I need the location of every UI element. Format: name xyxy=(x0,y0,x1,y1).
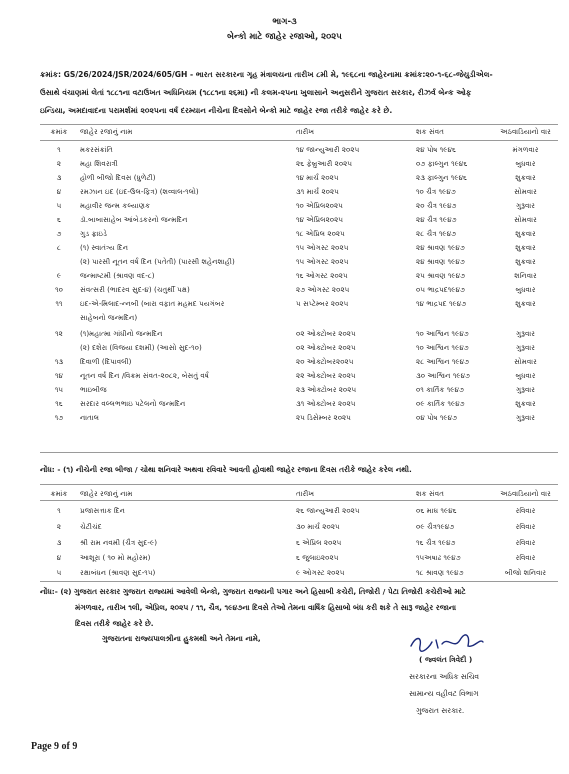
table-row xyxy=(0,369,569,383)
cell-weekday: મંગળવાર xyxy=(512,145,539,154)
cell-serial: ૧૨ xyxy=(55,329,63,338)
note-1: નોંધ: - (૧) નીચેની રજા બીજા / ચોથા શનિવારે અથવા રવિવારે આવતી હોવાથી જાહેર રજાના દિવસ તરીકે જાહેર કરેલ નથી. xyxy=(40,465,412,474)
table-row xyxy=(0,397,569,411)
cell-weekday: શુક્રવાર xyxy=(515,243,536,252)
column-header-weekday: અઠવાડિયાનો વાર xyxy=(500,489,551,498)
cell-shaka-samvat: ૨૮ ચૈત્ર ૧૯૪૭ xyxy=(416,229,457,238)
cell-holiday-name: નાતાલ xyxy=(80,413,100,422)
table-rule xyxy=(40,484,558,485)
cell-date: ૨૫ ડિસેમ્બર ૨૦૨૫ xyxy=(296,413,351,422)
cell-serial: ૧૫ xyxy=(54,385,64,394)
cell-shaka-samvat: ૨૩ ફાલ્ગુન ૧૯૪૬ xyxy=(416,173,468,182)
cell-holiday-name: મકરસંક્રાંતિ xyxy=(80,145,113,154)
cell-holiday-name: સરદાર વલ્લભભાઇ પટેલનો જન્મદિન xyxy=(80,399,186,408)
table-row xyxy=(0,297,569,311)
cell-shaka-samvat: ૦૧ કાર્તિક ૧૯૪૭ xyxy=(416,385,464,394)
column-header-holiday-name: જાહેર રજાનું નામ xyxy=(80,127,133,136)
cell-holiday-name: સાહેબનો જન્મદિન) xyxy=(80,313,138,322)
cell-date: ૩૦ માર્ચ ૨૦૨૫ xyxy=(296,522,340,531)
cell-serial: ૮ xyxy=(57,243,61,252)
cell-shaka-samvat: ૧૦ આશ્વિન ૧૯૪૭ xyxy=(416,329,469,338)
cell-serial: ૪ xyxy=(56,553,62,562)
cell-date: ૨૦ ઓક્ટોબર૨૦૨૫ xyxy=(296,357,354,366)
cell-shaka-samvat: ૨૪ શ્રાવણ ૧૯૪૭ xyxy=(416,257,465,266)
page-number: Page 9 of 9 xyxy=(31,741,78,752)
cell-holiday-name: (૨) પારસી નૂતન વર્ષ દિન (પતેતી) (પારસી શહેનશાહી) xyxy=(80,257,235,266)
cell-weekday: ગુરૂવાર xyxy=(515,385,536,394)
cell-holiday-name: ચેટીચંદ xyxy=(80,522,102,531)
cell-holiday-name: પ્રજાસત્તાક દિન xyxy=(80,506,125,515)
column-header-weekday: અઠવાડિયાનો વાર xyxy=(500,127,551,136)
cell-serial: ૨ xyxy=(56,159,62,168)
cell-weekday: ગુરૂવાર xyxy=(515,343,536,352)
cell-date: ૨૬ જાન્યુઆરી ૨૦૨૫ xyxy=(296,506,360,515)
cell-weekday: ગુરૂવાર xyxy=(515,329,536,338)
cell-serial: ૧૩ xyxy=(54,357,64,366)
signatory-name: ( જ્વલંત ત્રિવેદી ) xyxy=(419,655,473,664)
cell-shaka-samvat: ૨૪ ચૈત્ર ૧૯૪૭ xyxy=(416,215,457,224)
intro-paragraph xyxy=(40,66,545,120)
page-title: બેન્કો માટે જાહેર રજાઓ, ૨૦૨૫ xyxy=(227,32,342,42)
cell-date: ૧૫ ઓગસ્ટ ૨૦૨૫ xyxy=(296,257,349,266)
signatory-government: ગુજરાત સરકાર. xyxy=(416,706,465,715)
table-header-row xyxy=(0,487,569,501)
column-header-shaka-samvat: શક સંવત xyxy=(416,127,444,136)
cell-shaka-samvat: ૧૦ ચૈત્ર ૧૯૪૭ xyxy=(416,187,456,196)
cell-holiday-name: હોળી બીજો દિવસ (ધુળેટી) xyxy=(80,173,156,182)
cell-holiday-name: નૂતન વર્ષ દિન /વિક્રમ સંવત-૨૦૮૨, બેસતું વર્ષ xyxy=(80,371,209,380)
cell-date: ૬ જુલાઇ૨૦૨૫ xyxy=(296,553,339,562)
column-header-date: તારીખ xyxy=(296,127,315,136)
intro-line: ક્રમાંક: GS/26/2024/JSR/2024/605/GH - ભારત સરકારના ગૃહ મંત્રાલયના તારીખ ૮મી મે, ૧૯૬૮ના જાહેરનામા ક્રમાંક:૨૦-૧-૬૮-જેયુડીએલ- xyxy=(40,70,493,79)
cell-serial: ૯ xyxy=(56,271,62,280)
cell-weekday: ગુરૂવાર xyxy=(515,413,536,422)
cell-serial: ૭ xyxy=(56,229,62,238)
table-row xyxy=(0,269,569,283)
cell-weekday: બુધવાર xyxy=(515,371,536,380)
table-row xyxy=(0,213,569,227)
table-rule xyxy=(40,452,558,453)
column-header-holiday-name: જાહેર રજાનું નામ xyxy=(80,489,133,498)
cell-weekday: બુધવાર xyxy=(515,159,536,168)
cell-shaka-samvat: ૦૪ પોષ ૧૯૪૭ xyxy=(416,413,458,422)
cell-shaka-samvat: ૧૬ ચૈત્ર ૧૯૪૭ xyxy=(416,538,456,547)
cell-holiday-name: મહા શિવરાત્રી xyxy=(80,159,118,168)
cell-shaka-samvat: ૧૮ શ્રાવણ ૧૯૪૭ xyxy=(416,568,464,577)
column-header-date: તારીખ xyxy=(296,489,315,498)
column-header-serial: ક્રમાંક xyxy=(50,489,68,498)
cell-shaka-samvat: ૦૯ કાર્તિક ૧૯૪૭ xyxy=(416,399,465,408)
column-header-serial: ક્રમાંક xyxy=(50,127,68,136)
table-row xyxy=(0,551,569,565)
table-row xyxy=(0,383,569,397)
intro-line: ઉસાથે વંચાણમાં લેતાં ૧૮૮૧ના વટાઉખત અધિનિયમ (૧૮૮૧ના ૨૬મા) ની કલમ-૨૫ના ખુલાસાને અનુસરીને ગુજરાત સરકાર, રીઝર્વ બેન્ક ઓફ xyxy=(40,88,472,97)
table-header-row xyxy=(0,125,569,139)
table-row xyxy=(0,341,569,355)
cell-weekday: રવિવાર xyxy=(515,538,536,547)
cell-holiday-name: (૧) સ્વાતંત્ર્ય દિન xyxy=(80,243,129,252)
cell-serial: ૬ xyxy=(56,215,62,224)
note-2-line: મંગળવાર, તારીખ ૧લી, એપ્રિલ, ૨૦૨૫ / ૧૧, ચૈત્ર, ૧૯૪૭ના દિવસે તેઓ તેમના વાર્ષિક હિસાબો બંધ કરી શકે તે સારૂ જાહેર રજાના xyxy=(75,603,457,612)
cell-serial: ૧ xyxy=(57,506,61,515)
column-header-shaka-samvat: શક સંવત xyxy=(416,489,444,498)
cell-shaka-samvat: ૨૦ ચૈત્ર ૧૯૪૭ xyxy=(416,201,457,210)
cell-date: ૨૬ ફેબ્રુઆરી ૨૦૨૫ xyxy=(296,159,353,168)
cell-date: ૨૩ ઓક્ટોબર ૨૦૨૫ xyxy=(296,385,357,394)
cell-weekday: શુક્રવાર xyxy=(515,299,536,308)
cell-shaka-samvat: ૨૮ આશ્વિન ૧૯૪૭ xyxy=(416,357,470,366)
cell-weekday: શુક્રવાર xyxy=(515,257,536,266)
cell-weekday: રવિવાર xyxy=(515,522,536,531)
cell-weekday: શનિવાર xyxy=(514,271,537,280)
cell-serial: ૧ xyxy=(57,145,61,154)
cell-weekday: સોમવાર xyxy=(514,357,537,366)
table-row xyxy=(0,157,569,171)
cell-weekday: બુધવાર xyxy=(515,285,536,294)
cell-holiday-name: દિવાળી (દિપાવલી) xyxy=(80,357,132,366)
table-rule xyxy=(40,500,558,501)
cell-serial: ૨ xyxy=(56,522,62,531)
table-row xyxy=(0,227,569,241)
cell-shaka-samvat: ૨૫ શ્રાવણ ૧૯૪૭ xyxy=(416,271,466,280)
cell-date: ૩૧ ઓક્ટોબર ૨૦૨૫ xyxy=(296,399,356,408)
cell-serial: ૧૦ xyxy=(55,285,63,294)
cell-date: ૧૦ એપ્રિલ૨૦૨૫ xyxy=(296,201,343,210)
cell-holiday-name: આશૂરા ( ૧૦ મો મહોરમ) xyxy=(80,553,151,562)
cell-serial: ૫ xyxy=(56,201,62,210)
table-row xyxy=(0,355,569,369)
cell-shaka-samvat: ૦૯ ચૈત્ર૧૯૪૭ xyxy=(416,522,455,531)
cell-holiday-name: ડૉ.બાબાસાહેબ આંબેડકરનો જન્મદિન xyxy=(80,215,188,224)
cell-holiday-name: રક્ષાબંધન (શ્રાવણ સુદ-૧૫) xyxy=(80,568,156,577)
cell-serial: ૧૧ xyxy=(55,299,63,308)
cell-holiday-name: જન્માષ્ટમી (શ્રાવણ વદ-૮) xyxy=(80,271,155,280)
cell-weekday: ગુરૂવાર xyxy=(515,201,536,210)
cell-date: ૧૬ ઓગસ્ટ ૨૦૨૫ xyxy=(296,271,348,280)
cell-holiday-name: (૧)મહાત્મા ગાંધીનો જન્મદિન xyxy=(80,329,163,338)
table-rule xyxy=(40,140,558,141)
cell-holiday-name: (૨) દશેરા (વિજયા દશમી) (આસો સુદ-૧૦) xyxy=(80,343,202,352)
table-row xyxy=(0,143,569,157)
cell-weekday: રવિવાર xyxy=(515,506,536,515)
cell-shaka-samvat: ૨૪ શ્રાવણ ૧૯૪૭ xyxy=(416,243,465,252)
table-row xyxy=(0,566,569,580)
closing-line: ગુજરાતના રાજ્યપાલશ્રીના હુકમથી અને તેમના નામે, xyxy=(102,634,261,643)
cell-date: ૧૫ ઓગસ્ટ ૨૦૨૫ xyxy=(296,243,349,252)
cell-serial: ૧૪ xyxy=(55,371,63,380)
cell-serial: ૧૭ xyxy=(54,413,64,422)
cell-date: ૧૪ માર્ચ ૨૦૨૫ xyxy=(296,173,339,182)
part-label: ભાગ-૩ xyxy=(272,17,297,27)
cell-date: ૨૨ ઓક્ટોબર ૨૦૨૫ xyxy=(296,371,356,380)
table-row xyxy=(0,411,569,425)
cell-holiday-name: રમઝાન ઇદ (ઇદ-ઉલ-ફિત્ર) (શવ્વાલ-૧લો) xyxy=(80,187,199,196)
cell-date: ૦૨ ઓક્ટોબર ૨૦૨૫ xyxy=(296,343,356,352)
cell-weekday: શુક્રવાર xyxy=(515,173,536,182)
table-row xyxy=(0,520,569,534)
cell-shaka-samvat: ૧૪ ભાદ્રપદ ૧૯૪૭ xyxy=(416,299,467,308)
signatory-designation: સરકારના અધિક સચિવ xyxy=(409,672,479,681)
cell-serial: ૪ xyxy=(56,187,62,196)
cell-date: ૦૨ ઓક્ટોબર ૨૦૨૫ xyxy=(296,329,356,338)
cell-date: ૧૪ એપ્રિલ૨૦૨૫ xyxy=(296,215,344,224)
cell-shaka-samvat: ૦૭ ફાલ્ગુન ૧૯૪૬ xyxy=(416,159,468,168)
note-2 xyxy=(40,584,560,632)
cell-serial: ૫ xyxy=(56,568,62,577)
table-row xyxy=(0,241,569,255)
cell-holiday-name: મહાવીર જન્મ કલ્યાણક xyxy=(80,201,151,210)
table-row xyxy=(0,171,569,185)
cell-serial: ૧૬ xyxy=(55,399,63,408)
cell-holiday-name: શ્રી રામ નવમી (ચૈત્ર સુદ-૯) xyxy=(80,538,158,547)
intro-line: ઇન્ડિયા, અમદાવાદના પરામર્શમાં ૨૦૨૫ના વર્ષ દરમ્યાન નીચેના દિવસોને બેન્કો માટે જાહેર રજા તરીકે જાહેર કરે છે. xyxy=(40,106,393,115)
handwritten-signature xyxy=(408,632,486,654)
cell-shaka-samvat: ૦૫ ભાદ્રપદ૧૯૪૭ xyxy=(416,285,466,294)
cell-holiday-name: ઇદ-એ-મિલાદ-ન્નબી (બારા વફાત મહમદ પયગંબર xyxy=(80,299,225,308)
cell-date: ૬ એપ્રિલ ૨૦૨૫ xyxy=(296,538,342,547)
cell-shaka-samvat: ૧૫અષાઢ ૧૯૪૭ xyxy=(416,553,461,562)
note-2-line: નોંધ:- (૨) ગુજરાત સરકાર ગુજરાત રાજ્યમાં આવેલી બેન્કો, ગુજરાત રાજ્યની પગાર અને હિસાબી કચેરી, તિજોરી / પેટા તિજોરી કચેરીઓ માટે xyxy=(40,587,466,596)
cell-date: ૧૮ એપ્રિલ ૨૦૨૫ xyxy=(296,229,345,238)
cell-weekday: બીજો શનિવાર xyxy=(504,568,547,577)
cell-serial: ૩ xyxy=(56,538,62,547)
table-row xyxy=(0,283,569,297)
cell-weekday: શુક્રવાર xyxy=(515,229,536,238)
cell-date: ૧૪ જાન્યુઆરી ૨૦૨૫ xyxy=(296,145,360,154)
cell-holiday-name: ભાઇબીજ xyxy=(80,385,107,394)
table-row xyxy=(0,185,569,199)
table-row xyxy=(0,255,569,269)
cell-weekday: સોમવાર xyxy=(514,187,537,196)
table-row xyxy=(0,536,569,550)
cell-shaka-samvat: ૦૬ માઘ ૧૯૪૬ xyxy=(416,506,457,515)
cell-weekday: સોમવાર xyxy=(514,215,537,224)
cell-date: ૨૭ ઓગસ્ટ ૨૦૨૫ xyxy=(296,285,350,294)
cell-holiday-name: ગુડ ફ્રાઇડે xyxy=(80,229,107,238)
cell-date: ૯ ઓગસ્ટ ૨૦૨૫ xyxy=(296,568,345,577)
cell-shaka-samvat: ૨૪ પોષ ૧૯૪૬ xyxy=(416,145,456,154)
cell-holiday-name: સંવત્સરી (ભાદરવ સુદ-૪) (ચતુર્થી પક્ષ) xyxy=(80,285,190,294)
table-row xyxy=(0,327,569,341)
table-rule xyxy=(40,581,558,582)
cell-weekday: શુક્રવાર xyxy=(515,399,536,408)
table-rule xyxy=(40,124,558,125)
table-row xyxy=(0,199,569,213)
table-row xyxy=(0,504,569,518)
note-2-line: દિવસ તરીકે જાહેર કરે છે. xyxy=(75,619,154,628)
cell-serial: ૩ xyxy=(56,173,62,182)
signatory-department: સામાન્ય વહીવટ વિભાગ xyxy=(409,689,479,698)
cell-date: ૩૧ માર્ચ ૨૦૨૫ xyxy=(296,187,339,196)
table-row xyxy=(0,311,569,325)
cell-shaka-samvat: ૩૦ આશ્વિન ૧૯૪૭ xyxy=(416,371,471,380)
cell-date: ૫ સપ્ટેમ્બર ૨૦૨૫ xyxy=(296,299,349,308)
cell-shaka-samvat: ૧૦ આશ્વિન ૧૯૪૭ xyxy=(416,343,469,352)
cell-weekday: રવિવાર xyxy=(515,553,536,562)
